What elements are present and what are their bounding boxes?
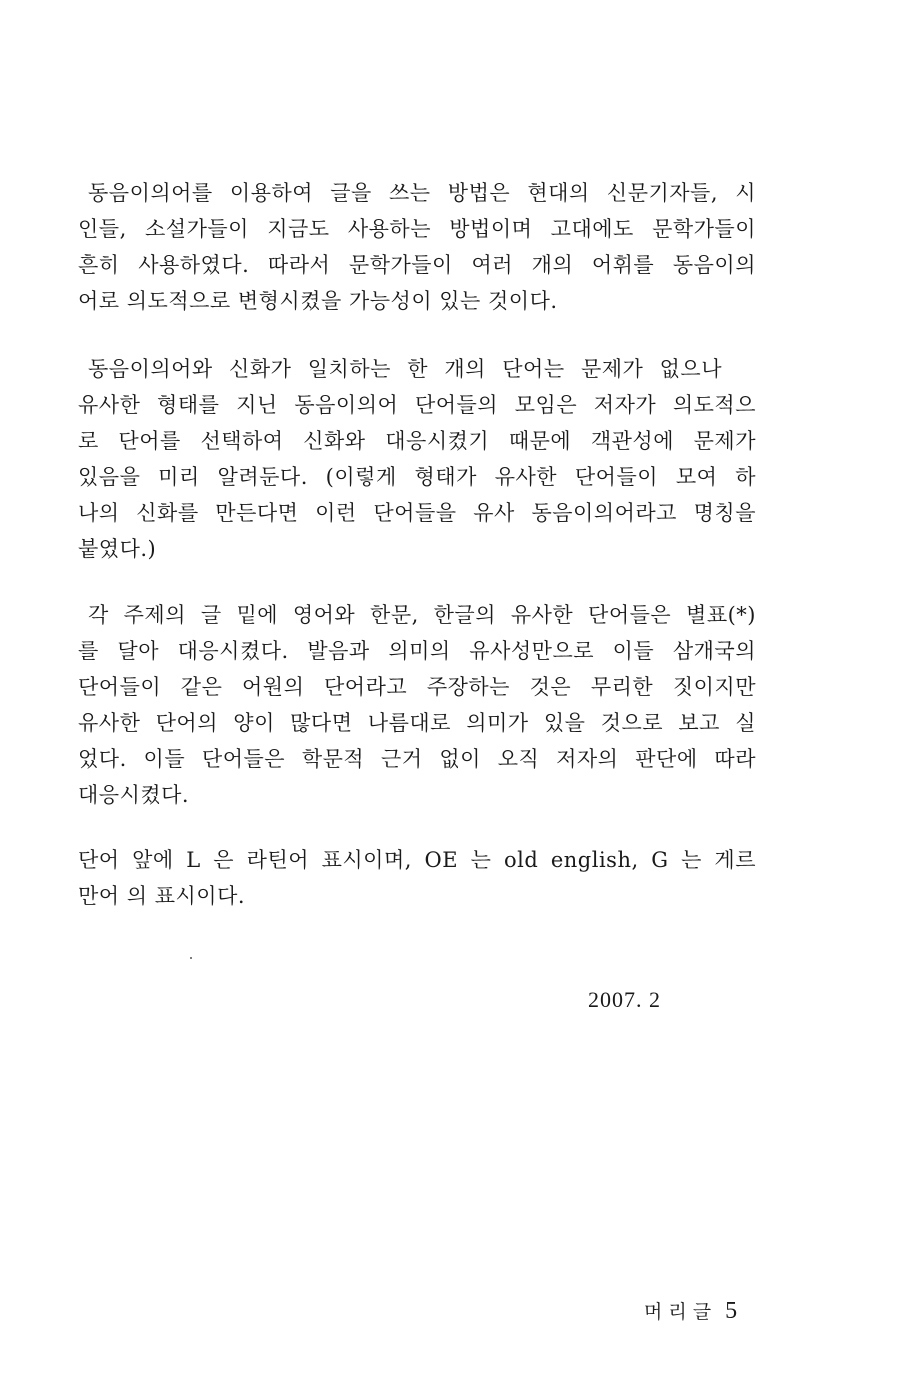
paragraph-3-line-5: 었다. 이들 단어들은 학문적 근거 없이 오직 저자의 판단에 따라 xyxy=(78,747,756,771)
paragraph-2-line-6: 붙였다.) xyxy=(78,537,157,561)
paragraph-2-line-5: 나의 신화를 만든다면 이런 단어들을 유사 동음이의어라고 명칭을 xyxy=(78,501,756,525)
paragraph-2-line-4: 있음을 미리 알려둔다. (이렇게 형태가 유사한 단어들이 모여 하 xyxy=(78,465,756,489)
paragraph-3-line-4: 유사한 단어의 양이 많다면 나름대로 의미가 있을 것으로 보고 실 xyxy=(78,711,756,735)
page-number: 5 xyxy=(725,1298,738,1324)
paragraph-2-line-1: 동음이의어와 신화가 일치하는 한 개의 단어는 문제가 없으나 xyxy=(88,357,722,381)
paragraph-4-line-1: 단어 앞에 L 은 라틴어 표시이며, OE 는 old english, G 는 게르 xyxy=(78,848,756,872)
scan-speck xyxy=(190,957,192,959)
paragraph-3-line-3: 단어들이 같은 어원의 단어라고 주장하는 것은 무리한 짓이지만 xyxy=(78,675,756,699)
paragraph-2-line-3: 로 단어를 선택하여 신화와 대응시켰기 때문에 객관성에 문제가 xyxy=(78,429,756,453)
paragraph-3-line-6: 대응시켰다. xyxy=(78,783,190,807)
paragraph-1-line-1: 동음이의어를 이용하여 글을 쓰는 방법은 현대의 신문기자들, 시 xyxy=(88,181,756,205)
date-signature: 2007. 2 xyxy=(588,987,661,1012)
section-title: 머리글 xyxy=(644,1301,718,1323)
paragraph-3-line-1: 각 주제의 글 밑에 영어와 한문, 한글의 유사한 단어들은 별표(*) xyxy=(88,603,756,627)
paragraph-4-line-2: 만어 의 표시이다. xyxy=(78,884,246,908)
paragraph-1-line-4: 어로 의도적으로 변형시켰을 가능성이 있는 것이다. xyxy=(78,289,558,313)
paragraph-1-line-2: 인들, 소설가들이 지금도 사용하는 방법이며 고대에도 문학가들이 xyxy=(78,217,756,241)
page-footer xyxy=(644,1293,737,1330)
paragraph-2-line-2: 유사한 형태를 지닌 동음이의어 단어들의 모임은 저자가 의도적으 xyxy=(78,393,756,417)
paragraph-3-line-2: 를 달아 대응시켰다. 발음과 의미의 유사성만으로 이들 삼개국의 xyxy=(78,639,756,663)
paragraph-1-line-3: 흔히 사용하였다. 따라서 문학가들이 여러 개의 어휘를 동음이의 xyxy=(78,253,756,277)
